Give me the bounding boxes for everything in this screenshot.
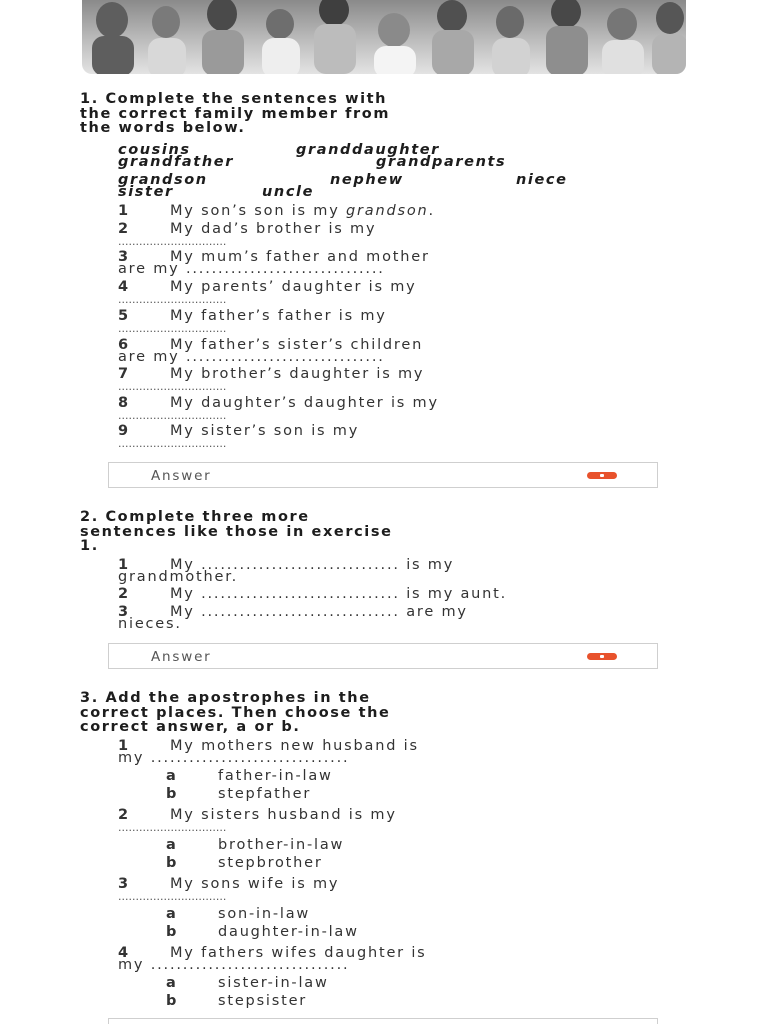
toggle-switch-icon[interactable] xyxy=(587,472,617,479)
ex1-item-9-blank[interactable]: ............................... xyxy=(118,437,227,450)
ex3-item-4: 4 My fathers wifes daughter is my ............................... xyxy=(118,945,427,973)
ex1-item-4-blank[interactable]: ............................... xyxy=(118,293,227,306)
word-grandson: grandson xyxy=(118,172,208,188)
ex1-item-8: 8 My daughter’s daughter is my ............................... xyxy=(118,395,439,422)
ex2-item-1: 1 My ............................... is my grandmother. xyxy=(118,557,455,585)
ex1-item-2-blank[interactable]: ............................... xyxy=(118,235,227,248)
ex3-item-3-blank[interactable]: ............................... xyxy=(118,890,227,903)
ex1-answer-label: Answer xyxy=(151,468,212,484)
word-nephew: nephew xyxy=(330,172,404,188)
word-grandparents: grandparents xyxy=(376,154,507,170)
ex1-item-6-continuation[interactable]: are my ............................... xyxy=(118,349,385,365)
ex2-answer-label: Answer xyxy=(151,649,212,665)
word-sister: sister xyxy=(118,184,174,200)
ex1-item-2: 2 My dad’s brother is my ............................... xyxy=(118,221,377,248)
ex3-item-3: 3 My sons wife is my ............................... xyxy=(118,876,340,903)
worksheet-page: 1. Complete the sentences with the correct family member from the words below. cousins granddaughter grandfather grandparents grandson nephew niece sister uncle 1 My son’s son is my grandson. 2 My dad’s brother is my ............................... 3 My mum’s father and mother are my ............................... 4 My parents’ daughter is my ............................... 5 My father’s father is my ............................... 6 My father’s sister’s children are my ............................... 7 My brother’s daughter is my ............................... 8 My daughter’s daughter is my ............................... 9 My sister’s son is my ............................... Answer 2. Complete three more sentences like those in exercise 1. 1 My ............................... is my grandmother. 2 My ............................... is my aunt. 3 My ............................... are my nieces. Answer 3. Add the apostrophes in the correct places. Then choose the correct answer, a or b. 1 My mothers new husband is my ............................... a father-in-law b stepfather 2 My sisters husband is my ............................... a brother-in-law b stepbrother 3 My sons wife is my ............................... a son-in-law b daughter-in-law 4 My fathers wifes daughter is my ............................... a sister-in-law b stepsister xyxy=(0,0,768,1024)
ex3-item-2-blank[interactable]: ............................... xyxy=(118,821,227,834)
ex1-item-9: 9 My sister’s son is my ............................... xyxy=(118,423,360,450)
ex1-item-7: 7 My brother’s daughter is my ............................... xyxy=(118,366,425,393)
ex3-item-2: 2 My sisters husband is my ............................... xyxy=(118,807,397,834)
ex1-item-4: 4 My parents’ daughter is my ............................... xyxy=(118,279,417,306)
ex2-item-3-continuation: nieces. xyxy=(118,616,182,632)
ex1-item-6: 6 My father’s sister’s children are my ............................... xyxy=(118,337,424,365)
ex1-item-3-continuation[interactable]: are my ............................... xyxy=(118,261,385,277)
word-niece: niece xyxy=(516,172,568,188)
ex3-item-1: 1 My mothers new husband is my ............................... xyxy=(118,738,419,766)
family-photo xyxy=(82,0,686,74)
ex1-item-7-blank[interactable]: ............................... xyxy=(118,380,227,393)
word-cousins: cousins xyxy=(118,142,191,158)
exercise-3-heading: 3. Add the apostrophes in the correct places. Then choose the correct answer, a or b. xyxy=(80,690,391,735)
word-granddaughter: granddaughter xyxy=(296,142,440,158)
ex1-item-5-blank[interactable]: ............................... xyxy=(118,322,227,335)
ex1-answer-bar[interactable] xyxy=(108,462,658,488)
ex2-item-1-continuation: grandmother. xyxy=(118,569,239,585)
ex3-answer-bar-partial[interactable] xyxy=(108,1018,658,1024)
ex2-item-3: 3 My ............................... are my nieces. xyxy=(118,604,468,632)
ex1-item-3: 3 My mum’s father and mother are my ............................... xyxy=(118,249,430,277)
toggle-switch-icon[interactable] xyxy=(587,653,617,660)
exercise-1-heading: 1. Complete the sentences with the correct family member from the words below. xyxy=(80,91,391,136)
ex3-item-4-continuation[interactable]: my ............................... xyxy=(118,957,350,973)
ex1-item-5: 5 My father’s father is my ............................... xyxy=(118,308,387,335)
ex1-item-8-blank[interactable]: ............................... xyxy=(118,409,227,422)
word-grandfather: grandfather xyxy=(118,154,234,170)
word-uncle: uncle xyxy=(262,184,315,200)
ex3-item-1-continuation[interactable]: my ............................... xyxy=(118,750,350,766)
exercise-2-heading: 2. Complete three more sentences like those in exercise 1. xyxy=(80,509,393,554)
ex2-answer-bar[interactable] xyxy=(108,643,658,669)
ex1-item-1-answer: grandson xyxy=(346,203,429,219)
